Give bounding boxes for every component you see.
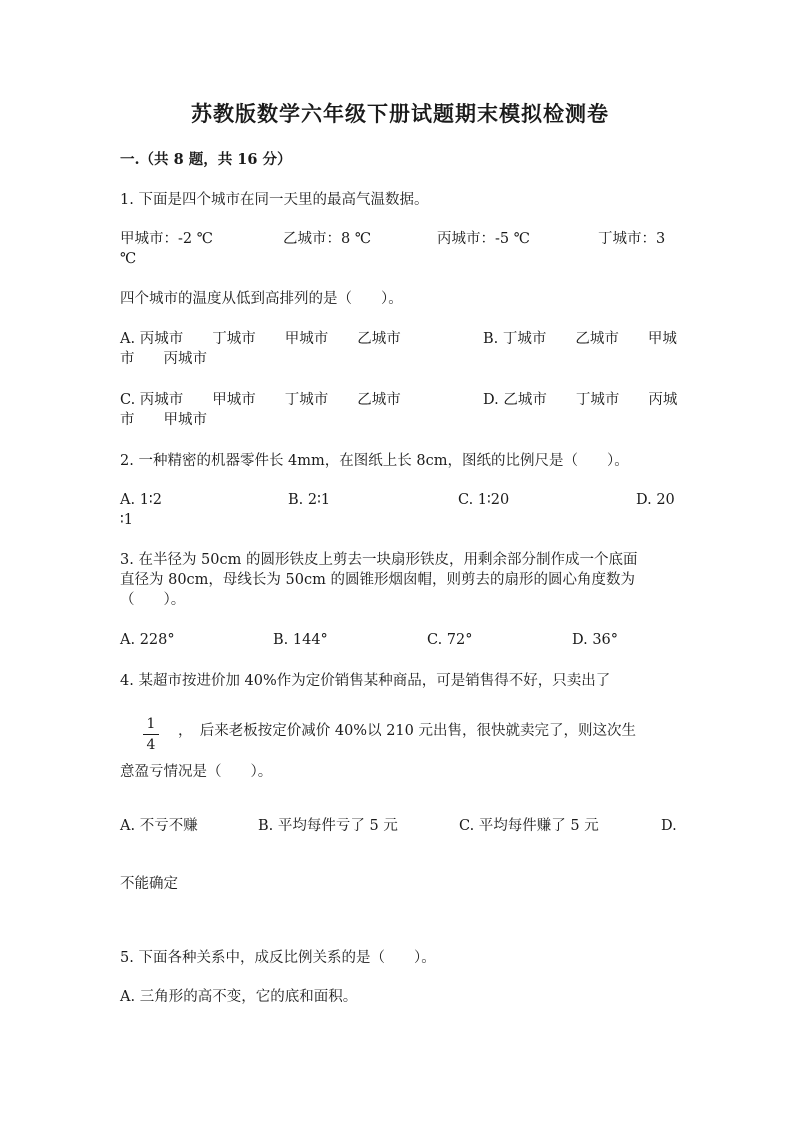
q1-city-ding: 丁城市：3 [598, 231, 666, 247]
question-4-line-1: 4. 某超市按进价加 40%作为定价销售某种商品，可是销售得不好，只卖出了 [120, 673, 611, 689]
q1-city-wrap: ℃ [120, 251, 137, 267]
q1-option-a: A. 丙城市 丁城市 甲城市 乙城市 [120, 331, 401, 347]
page-title: 苏教版数学六年级下册试题期末模拟检测卷 [191, 101, 609, 126]
question-3-line-1: 3. 在半径为 50cm 的圆形铁皮上剪去一块扇形铁皮，用剩余部分制作成一个底面 [120, 552, 638, 568]
question-4-line-2: ， 后来老板按定价减价 40%以 210 元出售，很快就卖完了，则这次生 [178, 723, 636, 739]
q1-city-yi: 乙城市：8 ℃ [283, 231, 372, 247]
q4-option-d-wrap: 不能确定 [120, 876, 178, 892]
q1-option-c: C. 丙城市 甲城市 丁城市 乙城市 [120, 392, 401, 408]
q4-fraction-bar [143, 734, 159, 735]
question-4-line-3: 意盈亏情况是（ ）。 [120, 764, 273, 780]
question-1-stem: 1. 下面是四个城市在同一天里的最高气温数据。 [120, 192, 429, 208]
question-5-stem: 5. 下面各种关系中，成反比例关系的是（ ）。 [120, 950, 436, 966]
q4-option-d: D. [661, 818, 677, 834]
q3-option-c: C. 72° [427, 632, 473, 648]
q2-option-a: A. 1∶2 [120, 492, 162, 508]
q1-option-d: D. 乙城市 丁城市 丙城 [483, 392, 678, 408]
q4-option-b: B. 平均每件亏了 5 元 [258, 818, 398, 834]
q2-option-c: C. 1∶20 [458, 492, 510, 508]
q1-option-b-wrap: 市 丙城市 [120, 351, 207, 367]
question-3-line-3: （ ）。 [120, 592, 186, 608]
q2-option-b: B. 2∶1 [288, 492, 331, 508]
q1-option-b: B. 丁城市 乙城市 甲城 [483, 331, 677, 347]
question-2-stem: 2. 一种精密的机器零件长 4mm，在图纸上长 8cm，图纸的比例尺是（ ）。 [120, 453, 629, 469]
q1-option-d-wrap: 市 甲城市 [120, 412, 207, 428]
q1-city-bing: 丙城市：-5 ℃ [437, 231, 530, 247]
section-heading: 一.（共 8 题，共 16 分） [120, 151, 292, 168]
q5-option-a: A. 三角形的高不变，它的底和面积。 [120, 989, 358, 1005]
q4-fraction-denominator: 4 [146, 737, 156, 753]
q2-option-d-wrap: ∶1 [120, 512, 133, 528]
q1-ask: 四个城市的温度从低到高排列的是（ ）。 [120, 291, 403, 307]
q4-fraction [143, 715, 159, 754]
q3-option-a: A. 228° [120, 632, 175, 648]
question-3-line-2: 直径为 80cm，母线长为 50cm 的圆锥形烟囱帽，则剪去的扇形的圆心角度数为 [120, 572, 635, 588]
q4-option-c: C. 平均每件赚了 5 元 [459, 818, 599, 834]
q4-option-a: A. 不亏不赚 [120, 818, 198, 834]
q4-fraction-numerator: 1 [146, 716, 156, 732]
q3-option-b: B. 144° [273, 632, 328, 648]
q3-option-d: D. 36° [572, 632, 619, 648]
q1-city-jia: 甲城市：-2 ℃ [120, 231, 213, 247]
q2-option-d: D. 20 [636, 492, 675, 508]
